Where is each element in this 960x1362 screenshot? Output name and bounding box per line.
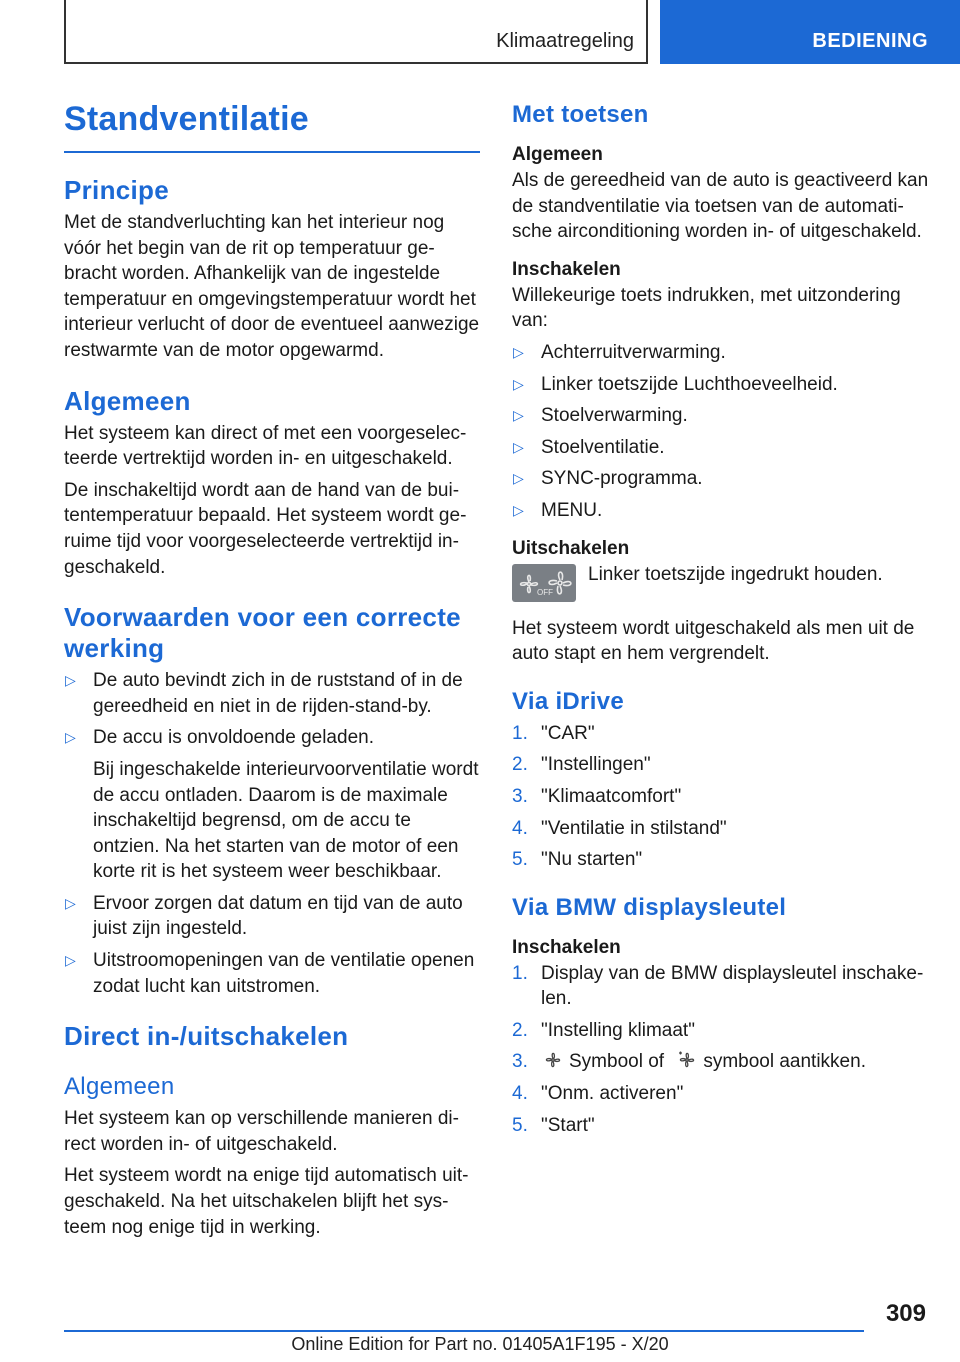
list-item: ▷ Stoelventilatie. — [512, 435, 932, 461]
toetsen-algemeen-text: Als de gereedheid van de auto is geactiveerd kan de standventilatie via toetsen van de automatische airconditioning worden in- of uitgeschakeld. — [512, 170, 929, 243]
right-column — [512, 100, 932, 1144]
fan-icon — [543, 1050, 563, 1070]
heading-voorwaarden: Voorwaarden voor een correcte werking — [64, 602, 461, 664]
footer-edition — [0, 1334, 960, 1355]
fan-auto-icon — [677, 1050, 697, 1070]
heading-via-idrive: Via iDrive — [512, 687, 624, 715]
triangle-bullet-icon: ▷ — [513, 343, 524, 360]
triangle-bullet-icon: ▷ — [513, 375, 524, 392]
header-tab-label: BEDIENING — [812, 30, 928, 52]
direct-text-1: Het systeem kan op verschillende manieren direct worden in- of uitgeschakeld. — [64, 1108, 459, 1155]
triangle-bullet-icon: ▷ — [513, 407, 524, 424]
list-item: 1. "CAR" — [512, 722, 595, 744]
heading-direct: Direct in-/uitschakelen — [64, 1021, 349, 1052]
list-item: ▷ Linker toetszijde Luchthoeveelheid. — [512, 372, 932, 398]
label-algemeen: Algemeen — [512, 144, 603, 165]
label-inschakelen: Inschakelen — [512, 258, 621, 280]
direct-text-2: Het systeem wordt na enige tijd automatisch uitgeschakeld. Na het uitschakelen blijft het systeem nog enige tijd in werking. — [64, 1165, 469, 1238]
page-number: 309 — [885, 1300, 926, 1327]
list-item: 1. Display van de BMW displaysleutel inschakelen. — [512, 962, 924, 1010]
subheading-algemeen: Algemeen — [64, 1073, 175, 1101]
left-column — [64, 100, 480, 1246]
triangle-bullet-icon: ▷ — [65, 672, 76, 689]
triangle-bullet-icon: ▷ — [65, 952, 76, 969]
heading-displaysleutel: Via BMW displaysleutel — [512, 893, 787, 921]
list-item: ▷ Stoelverwarming. — [512, 403, 932, 429]
inschakelen-text: Willekeurige toets indrukken, met uitzondering van: — [512, 284, 901, 332]
list-item: ▷ MENU. — [512, 498, 932, 524]
uitschakelen-text: Linker toetszijde ingedrukt houden. — [588, 563, 883, 585]
header-tab[interactable] — [660, 0, 960, 64]
list-item: ▷ De accu is onvoldoende geladen. Bij ingeschakelde interieurvoorventilatie wordt de accu ontladen. Daarom is de maximale inschakeltijd begrensd, om de accu te ontzien. Na het starten van de motor of een korte rit is het systeem weer beschikbaar. — [64, 725, 480, 885]
off-icon-label: OFF — [537, 587, 553, 597]
triangle-bullet-icon: ▷ — [65, 894, 76, 911]
triangle-bullet-icon: ▷ — [65, 729, 76, 746]
edition-text: Online Edition for Part no. 01405A1F195 - X/20 — [291, 1334, 669, 1354]
fan-off-button-icon — [512, 564, 576, 602]
heading-principe: Principe — [64, 175, 169, 205]
header-section-title: Klimaatregeling — [496, 30, 634, 52]
uitschakelen-row — [512, 562, 932, 608]
list-item: 2. "Instellingen" — [512, 754, 651, 776]
voorwaarden-list — [64, 668, 480, 999]
list-item: ▷ SYNC-programma. — [512, 466, 932, 492]
principe-text: Met de standverluchting kan het interieur nog vóór het begin van de rit op temperatuur gebracht worden. Afhankelijk van de ingestelde temperatuur en omgevingstemperatuur wordt het interieur verlucht of door de eventueel aanwezige restwarmte van de motor opgewarmd. — [64, 212, 480, 361]
triangle-bullet-icon: ▷ — [513, 438, 524, 455]
label-inschakelen-sleutel: Inschakelen — [512, 936, 621, 958]
uitschakelen-after-text: Het systeem wordt uitgeschakeld als men uit de auto stapt en hem vergrendelt. — [512, 617, 915, 665]
idrive-steps — [512, 721, 932, 873]
heading-algemeen: Algemeen — [64, 385, 191, 416]
list-item: 3. Symbool of symbool aantikken. — [512, 1051, 866, 1073]
algemeen-text-2: De inschakeltijd wordt aan de hand van de buitentemperatuur bepaald. Het systeem wordt geruime tijd voor voorgeselecteerde vertrektijd ingeschakeld. — [64, 479, 467, 578]
list-item: ▷ Achterruitverwarming. — [512, 340, 932, 366]
list-item: 2. "Instelling klimaat" — [512, 1019, 695, 1041]
list-item: ▷ Ervoor zorgen dat datum en tijd van de auto juist zijn ingesteld. — [65, 892, 463, 940]
displaysleutel-steps — [512, 961, 932, 1139]
footer-divider — [64, 1330, 864, 1332]
algemeen-text-1: Het systeem kan direct of met een voorgeselecteerde vertrektijd worden in- en uitgeschakeld. — [64, 422, 467, 470]
triangle-bullet-icon: ▷ — [513, 501, 524, 518]
list-item: 5. "Nu starten" — [512, 849, 643, 871]
list-item: ▷ Uitstroomopeningen van de ventilatie openen zodat lucht kan uitstromen. — [65, 950, 475, 997]
list-item: 4. "Onm. activeren" — [512, 1083, 684, 1105]
list-item: 3. "Klimaatcomfort" — [512, 785, 682, 807]
list-item: 5. "Start" — [512, 1114, 595, 1136]
list-item-note: Bij ingeschakelde interieurvoorventilatie wordt de accu ontladen. Daarom is de maximale inschakeltijd begrensd, om de accu te ontzien. Na het starten van de motor of een korte rit is het systeem weer beschikbaar. — [93, 758, 479, 883]
label-uitschakelen: Uitschakelen — [512, 537, 630, 559]
page-title: Standventilatie — [64, 100, 480, 153]
triangle-bullet-icon: ▷ — [513, 470, 524, 487]
list-item: 4. "Ventilatie in stilstand" — [512, 817, 727, 839]
list-item: ▷ De auto bevindt zich in de ruststand of in de gereedheid en niet in de rijden-stand-by. — [65, 670, 463, 717]
heading-met-toetsen: Met toetsen — [512, 101, 649, 128]
uitzondering-list — [512, 340, 932, 524]
